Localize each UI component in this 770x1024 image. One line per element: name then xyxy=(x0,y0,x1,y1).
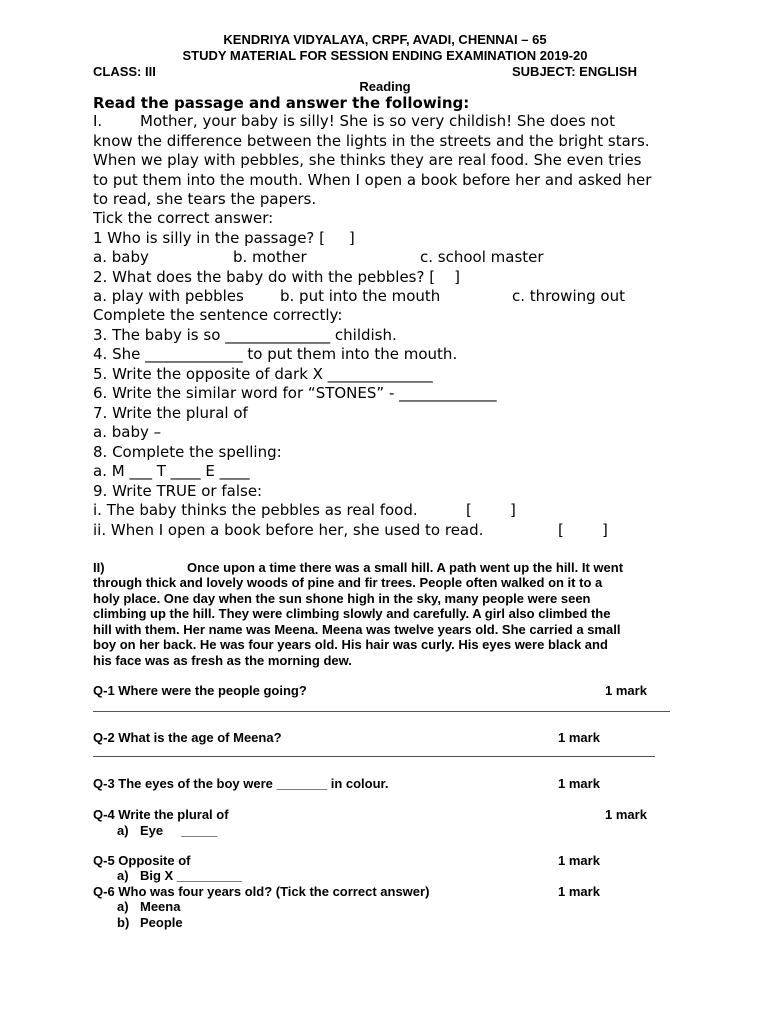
question-8a: a. M ___ T ____ E ____ xyxy=(93,462,250,480)
subject-label: SUBJECT: ENGLISH xyxy=(512,64,637,79)
part2-number: II) xyxy=(93,560,105,575)
question-1: 1 Who is silly in the passage? [ ] xyxy=(93,229,355,247)
question-4: 4. She _____________ to put them into the mouth. xyxy=(93,345,458,363)
school-name: KENDRIYA VIDYALAYA, CRPF, AVADI, CHENNAI – 65 xyxy=(223,32,547,47)
complete-instruction: Complete the sentence correctly: xyxy=(93,306,343,324)
q2-option-a: a. play with pebbles xyxy=(93,287,244,305)
answer-bracket: [ ] xyxy=(558,521,608,539)
question-9ii: ii. When I open a book before her, she used to read. xyxy=(93,521,484,539)
passage-line: to put them into the mouth. When I open a book before her and asked her xyxy=(93,171,652,189)
option-people: People xyxy=(140,915,183,930)
q2-option-c: c. throwing out xyxy=(512,287,625,305)
mark-label: 1 mark xyxy=(558,853,600,868)
question-q5: Q-5 Opposite of xyxy=(93,853,191,868)
passage-line: know the difference between the lights in the streets and the bright stars. xyxy=(93,132,650,150)
question-3: 3. The baby is so ______________ childish. xyxy=(93,326,397,344)
q1-option-c: c. school master xyxy=(420,248,544,266)
question-q6: Q-6 Who was four years old? (Tick the correct answer) xyxy=(93,884,430,899)
list-marker: a) xyxy=(117,868,129,883)
question-q2: Q-2 What is the age of Meena? xyxy=(93,730,282,745)
list-marker: b) xyxy=(117,915,130,930)
answer-line xyxy=(93,756,655,757)
passage-line: his face was as fresh as the morning dew. xyxy=(93,653,352,668)
list-marker: a) xyxy=(117,899,129,914)
question-q3: Q-3 The eyes of the boy were _______ in colour. xyxy=(93,776,389,791)
class-label: CLASS: III xyxy=(93,64,156,79)
question-q1: Q-1 Where were the people going? xyxy=(93,683,307,698)
passage-line: climbing up the hill. They were climbing slowly and carefully. A girl also climbed the xyxy=(93,606,611,621)
passage-line: hill with them. Her name was Meena. Meena was twelve years old. She carried a small xyxy=(93,622,621,637)
question-7: 7. Write the plural of xyxy=(93,404,248,422)
passage-line: Once upon a time there was a small hill. A path went up the hill. It went xyxy=(187,560,624,575)
passage-line: through thick and lovely woods of pine and fir trees. People often walked on it to a xyxy=(93,575,603,590)
passage-line: holy place. One day when the sun shone high in the sky, many people were seen xyxy=(93,591,591,606)
question-5: 5. Write the opposite of dark X ______________ xyxy=(93,365,433,383)
passage-line: to read, she tears the papers. xyxy=(93,190,317,208)
q2-option-b: b. put into the mouth xyxy=(280,287,441,305)
passage-line: Mother, your baby is silly! She is so very childish! She does not xyxy=(140,112,615,130)
answer-bracket: [ ] xyxy=(466,501,516,519)
instruction: Read the passage and answer the following: xyxy=(93,94,470,112)
passage-line: boy on her back. He was four years old. His hair was curly. His eyes were black and xyxy=(93,637,608,652)
question-7a: a. baby – xyxy=(93,423,162,441)
list-marker: a) xyxy=(117,823,129,838)
passage-line: When we play with pebbles, she thinks they are real food. She even tries xyxy=(93,151,642,169)
study-material-title: STUDY MATERIAL FOR SESSION ENDING EXAMINATION 2019-20 xyxy=(182,48,588,63)
q1-option-a: a. baby xyxy=(93,248,149,266)
question-q5a: Big X _________ xyxy=(140,868,242,883)
question-q4: Q-4 Write the plural of xyxy=(93,807,229,822)
question-6: 6. Write the similar word for “STONES” - _____________ xyxy=(93,384,497,402)
mark-label: 1 mark xyxy=(605,683,647,698)
tick-instruction: Tick the correct answer: xyxy=(93,209,274,227)
question-8: 8. Complete the spelling: xyxy=(93,443,282,461)
mark-label: 1 mark xyxy=(558,776,600,791)
mark-label: 1 mark xyxy=(558,884,600,899)
part1-number: I. xyxy=(93,112,103,130)
question-q4a: Eye _____ xyxy=(140,823,218,838)
question-2: 2. What does the baby do with the pebbles? [ ] xyxy=(93,268,460,286)
q1-option-b: b. mother xyxy=(233,248,307,266)
mark-label: 1 mark xyxy=(605,807,647,822)
option-meena: Meena xyxy=(140,899,181,914)
answer-line xyxy=(93,711,670,712)
section-title: Reading xyxy=(359,79,411,94)
mark-label: 1 mark xyxy=(558,730,600,745)
question-9: 9. Write TRUE or false: xyxy=(93,482,263,500)
question-9i: i. The baby thinks the pebbles as real food. xyxy=(93,501,418,519)
